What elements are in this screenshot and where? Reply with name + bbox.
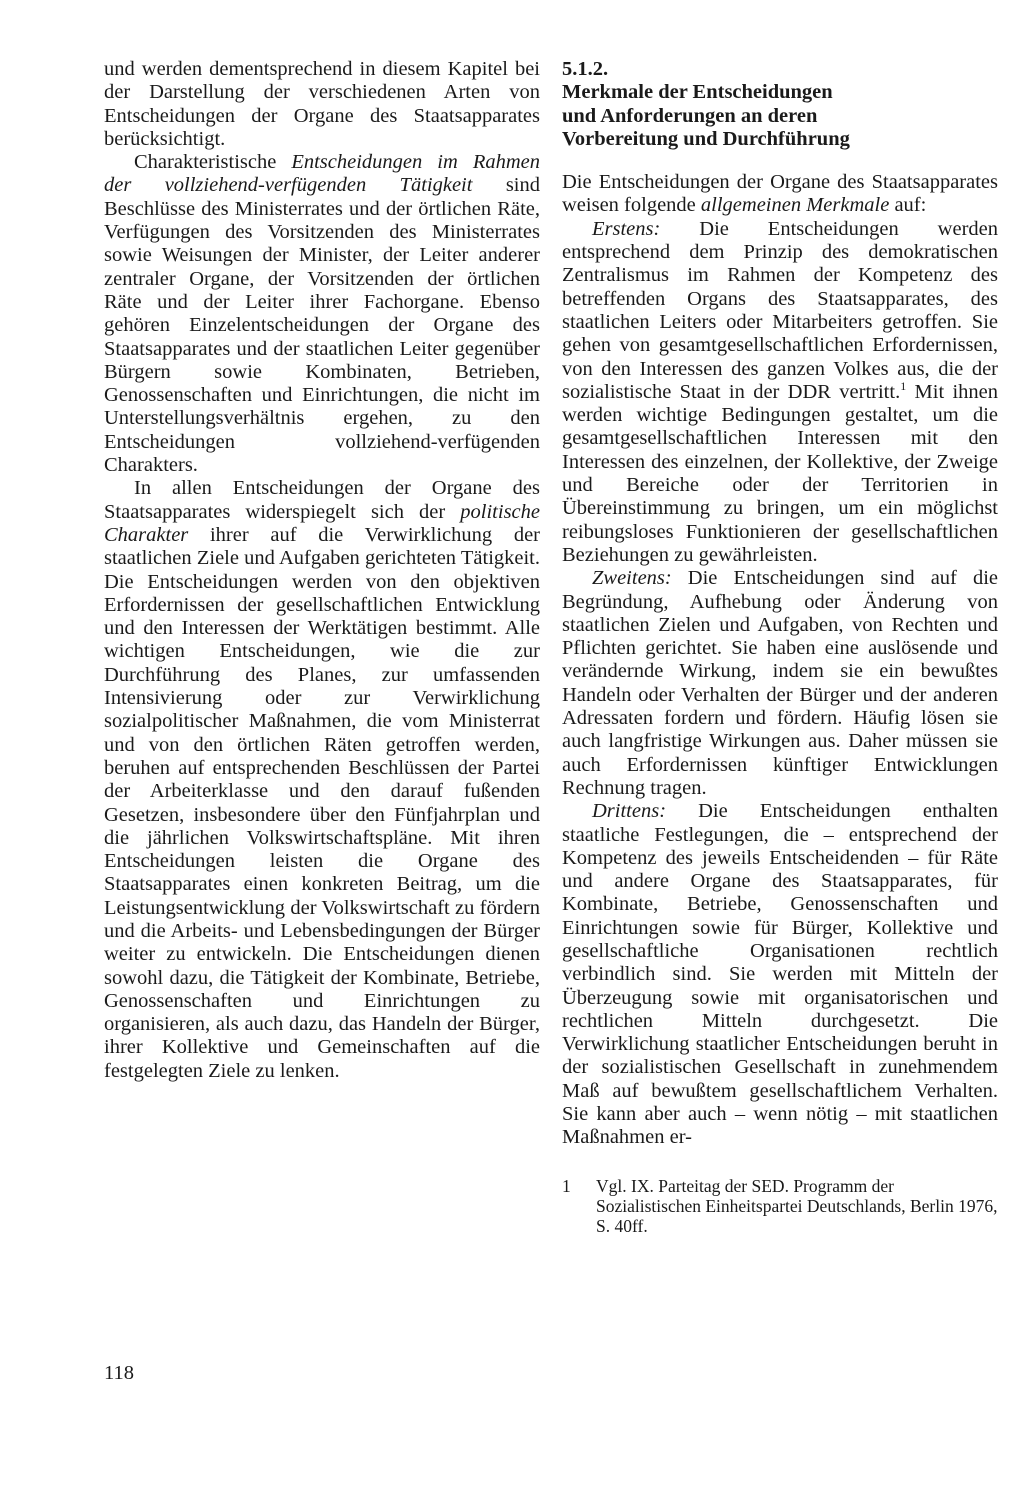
paragraph-text: Die Entscheidungen der Organe des Staatsapparates weisen folgende	[562, 171, 998, 217]
paragraph-text: In allen Entscheidungen der Organe des Staatsapparates widerspiegelt sich der	[104, 477, 540, 523]
paragraph-text: Die Entscheidungen enthalten staatliche Festlegungen, die – entsprechend der Kompetenz des jeweils Entscheidenden – für Räte und andere Organe des Staatsapparates, für Kombinate, Betriebe, Genossenschaften und Einrichtungen sowie für Bürger, Kollektive und gesellschaftliche Organisationen rechtlich verbindlich sind. Sie werden mit Mitteln der Überzeugung sowie mit organisatorischen und rechtlichen Mitteln durchgesetzt. Die Verwirklichung staatlicher Entscheidungen beruht in der sozialistischen Gesellschaft in zunehmendem Maß auf bewußtem gesellschaftlichem Verhalten. Sie kann aber auch – wenn nötig – mit staatlichen Maßnahmen er-	[562, 800, 998, 1149]
paragraph-text: ihrer auf die Verwirklichung der staatlichen Ziele und Aufgaben gerichteten Tätigkeit. Die Entscheidungen werden von den objektiven Erfordernissen der gesellschaftlichen Entwicklung und den Interessen der Werktätigen bestimmt. Alle wichtigen Entscheidungen, wie die zur Durchführung des Planes, zur umfassenden Intensivierung oder zur Verwirklichung sozialpolitischer Maßnahmen, die vom Ministerrat und von den örtlichen Räten getroffen werden, beruhen auf entsprechenden Beschlüssen der Partei der Arbeiterklasse und den darauf fußenden Gesetzen, insbesondere über den Fünfjahrplan und die jährlichen Volkswirtschaftspläne. Mit ihren Entscheidungen leisten die Organe des Staatsapparates einen konkreten Beitrag, um die Leistungsentwicklung der Volkswirtschaft zu fördern und die Arbeits- und Lebensbedingungen der Bürger weiter zu entwickeln. Die Entscheidungen dienen sowohl dazu, die Tätigkeit der Kombinate, Betriebe, Genossenschaften und Einrichtungen zu organisieren, als auch dazu, das Handeln der Bürger, ihrer Kollektive und Gemeinschaften auf die festgelegten Ziele zu lenken.	[104, 523, 540, 1082]
emphasis-text: Drittens:	[592, 800, 667, 823]
footnote-marker: 1	[900, 379, 907, 394]
paragraph	[104, 477, 540, 1083]
emphasis-text: Erstens:	[592, 217, 661, 240]
section-title-line: Vorbereitung und Durchführung	[562, 127, 850, 150]
emphasis-text: politische Charakter	[104, 500, 540, 546]
emphasis-text: Zweitens:	[592, 567, 672, 590]
paragraph-text: Die Entscheidungen werden entsprechend dem Prinzip des demokratischen Zentralismus im Rahmen der Kompetenz des betreffenden Organs des Staatsapparates, des staatlichen Leiters oder Mitarbeiters getroffen. Sie gehen von gesamtgesellschaftlichen Erfordernissen, von den Interessen des ganzen Volkes aus, die der sozialistische Staat in der DDR vertritt.	[562, 217, 998, 403]
paragraph	[562, 800, 998, 1149]
paragraph-text: Die Entscheidungen sind auf die Begründung, Aufhebung oder Änderung von staatlichen Zielen und Aufgaben, von Rechten und Pflichten gerichtet. Sie haben eine auslösende und verändernde Wirkung, indem sie ein bewußtes Handeln oder Verhalten der Bürger und der anderen Adressaten fordern und fördern. Häufig lösen sie auch langfristige Wirkungen aus. Daher müssen sie auch Erfordernissen künftiger Entwicklungen Rechnung tragen.	[562, 567, 998, 799]
right-column-body	[562, 171, 998, 1149]
footnote-text: Vgl. IX. Parteitag der SED. Programm der Sozialistischen Einheitspartei Deutschlands, Berlin 1976, S. 40ff.	[596, 1175, 998, 1236]
footnote	[562, 1176, 998, 1236]
paragraph	[104, 151, 540, 477]
left-column	[104, 58, 540, 1083]
paragraph	[562, 171, 998, 218]
emphasis-text: allgemeinen Merkmale	[700, 194, 890, 217]
right-column	[562, 58, 998, 1236]
footnote-number: 1	[562, 1175, 571, 1196]
section-heading	[562, 58, 998, 151]
paragraph-text: und werden dementsprechend in diesem Kapitel bei der Darstellung der verschiedenen Arten von Entscheidungen der Organe des Staatsapparates berücksichtigt.	[104, 58, 540, 150]
paragraph-text: Charakteristische	[134, 151, 292, 174]
emphasis-text: Entscheidungen im Rahmen der vollziehend-verfügenden Tätigkeit	[104, 151, 540, 197]
page-number: 118	[104, 1362, 134, 1384]
section-number: 5.1.2.	[562, 58, 609, 80]
paragraph-text: auf:	[889, 194, 927, 217]
paragraph	[104, 58, 540, 151]
paragraph	[562, 567, 998, 800]
section-title-line: Merkmale der Entscheidungen	[562, 81, 833, 104]
paragraph	[562, 218, 998, 567]
section-title-line: und Anforderungen an deren	[562, 104, 818, 127]
paragraph-text: sind Beschlüsse des Ministerrates und der örtlichen Räte, Verfügungen des Vorsitzenden des Ministerrates sowie Weisungen der Minister, der Leiter anderer zentraler Organe, der Vorsitzenden der örtlichen Räte und der Leiter ihrer Fachorgane. Ebenso gehören Einzelentscheidungen der Organe des Staatsapparates und der staatlichen Leiter gegenüber Bürgern sowie Kombinaten, Betrieben, Genossenschaften und Einrichtungen, die nicht im Unterstellungsverhältnis ergehen, zu den Entscheidungen vollziehend-verfügenden Charakters.	[104, 174, 540, 477]
paragraph-text: Mit ihnen werden wichtige Bedingungen gestaltet, um die gesamtgesellschaftlichen Interessen mit den Interessen des einzelnen, der Kollektive, der Zweige und Bereiche oder der Territorien in Übereinstimmung zu bringen, um ein möglichst reibungsloses Funktionieren der gesellschaftlichen Beziehungen zu gewährleisten.	[562, 380, 999, 566]
